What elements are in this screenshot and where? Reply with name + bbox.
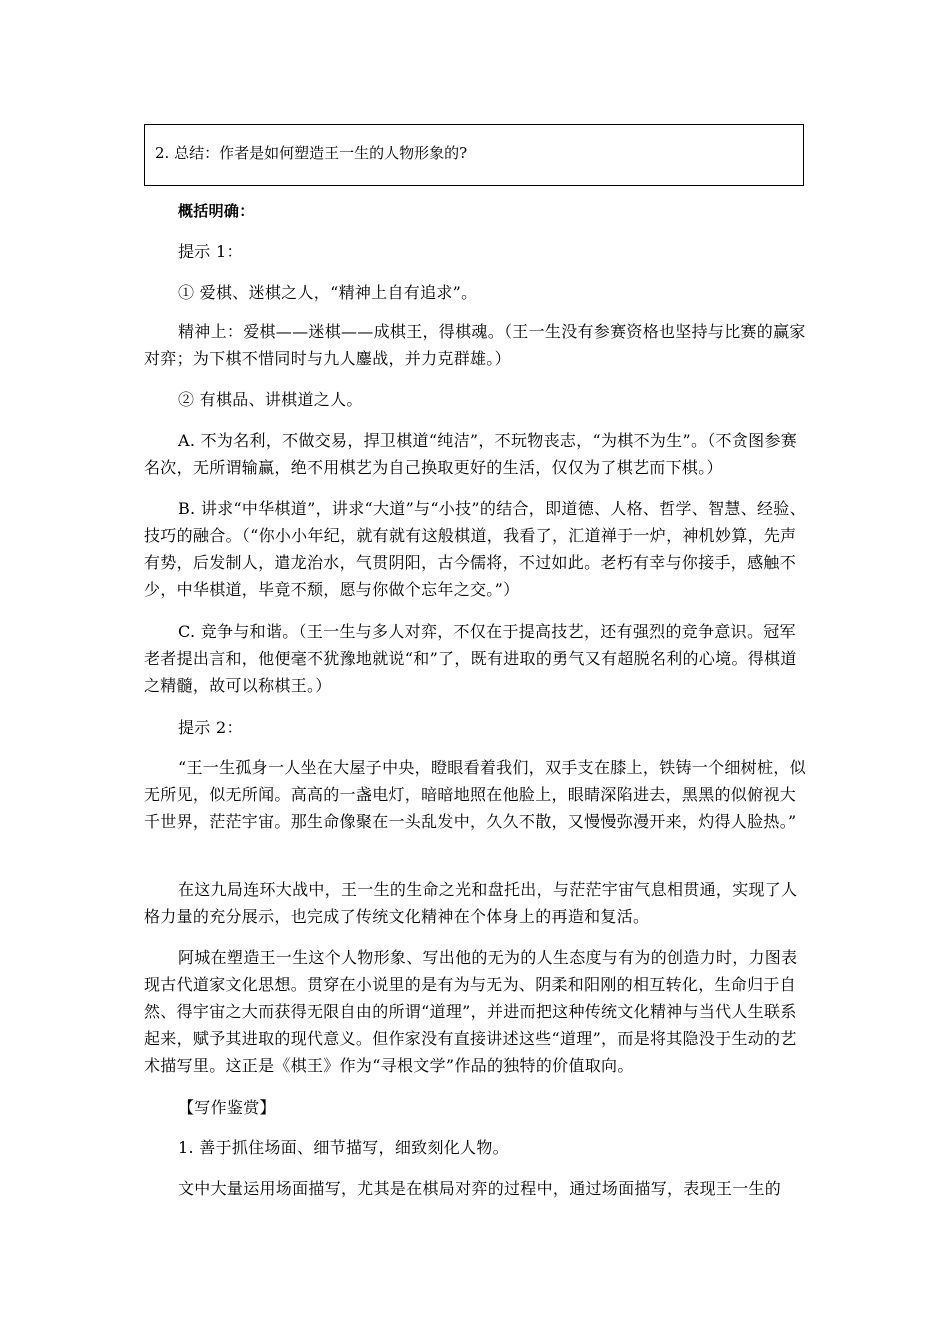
point-2: ② 有棋品、讲棋道之人。 — [178, 390, 363, 409]
acheng-paragraph: 阿城在塑造王一生这个人物形象、写出他的无为的人生态度与有为的创造力时，力图表现古代道家文化思想。贯穿在小说里的是有为与无为、阴柔和阳刚的相互转化，生命归于自然、得宇宙之大而获得无限自由的所谓“道理”，并进而把这种传统文化精神与当代人生联系起来，赋予其进取的现代意义。但作家没有直接讲述这些“道理”，而是将其隐没于生动的艺术描写里。这正是《棋王》作为“寻根文学”作品的独特的价值取向。 — [144, 948, 798, 1075]
point-1: ① 爱棋、迷棋之人，“精神上自有追求”。 — [178, 283, 478, 302]
quote-paragraph: “王一生孤身一人坐在大屋子中央，瞪眼看着我们，双手支在膝上，铁铸一个细树桩，似无所见，似无所闻。高高的一盏电灯，暗暗地照在他脸上，眼睛深陷进去，黑黑的似俯视大千世界，茫茫宇宙。那生命像聚在一头乱发中，久久不散，又慢慢弥漫开来，灼得人脸热。” — [144, 758, 806, 831]
appreciation-point-1: 1. 善于抓住场面、细节描写，细致刻化人物。 — [178, 1138, 509, 1157]
spirit-paragraph: 精神上：爱棋——迷棋——成棋王，得棋魂。（王一生没有参赛资格也坚持与比赛的赢家对弈；为下棋不惜同时与九人鏖战，并力克群雄。） — [144, 322, 806, 368]
item-b: B. 讲求“中华棋道”，讲求“大道”与“小技”的结合，即道德、人格、哲学、智慧、经验、技巧的融合。（“你小小年纪，就有就有这般棋道，我看了，汇道禅于一炉，神机妙算，先声有势，后发制人，遣龙治水，气贯阴阳，古今儒将，不过如此。老朽有幸与你接手，感触不少，中华棋道，毕竟不颓，愿与你做个忘年之交。”） — [144, 499, 806, 599]
question-text: 2. 总结：作者是如何塑造王一生的人物形象的? — [155, 144, 468, 162]
hint-2-heading: 提示 2： — [178, 718, 243, 737]
item-a: A. 不为名利，不做交易，捍卫棋道“纯洁”，不玩物丧志，“为棋不为生”。（不贪图参赛名次，无所谓输赢，绝不用棋艺为自己换取更好的生活，仅仅为了棋艺而下棋。） — [144, 431, 798, 477]
hint-1-heading: 提示 1： — [178, 242, 243, 261]
item-c: C. 竞争与和谐。（王一生与多人对弈，不仅在于提高技艺，还有强烈的竞争意识。冠军老者提出言和，他便毫不犹豫地就说“和”了，既有进取的勇气又有超脱名利的心境。得棋道之精髓，故可以称棋王。） — [144, 622, 797, 695]
question-box — [144, 124, 804, 186]
summary-heading: 概括明确： — [178, 202, 255, 220]
writing-appreciation-heading: 【写作鉴赏】 — [178, 1098, 276, 1117]
nine-games-paragraph: 在这九局连环大战中，王一生的生命之光和盘托出，与茫茫宇宙气息相贯通，实现了人格力量的充分展示，也完成了传统文化精神在个体身上的再造和复活。 — [144, 880, 798, 926]
scene-description-paragraph: 文中大量运用场面描写，尤其是在棋局对弈的过程中，通过场面描写，表现王一生的 — [178, 1179, 782, 1198]
